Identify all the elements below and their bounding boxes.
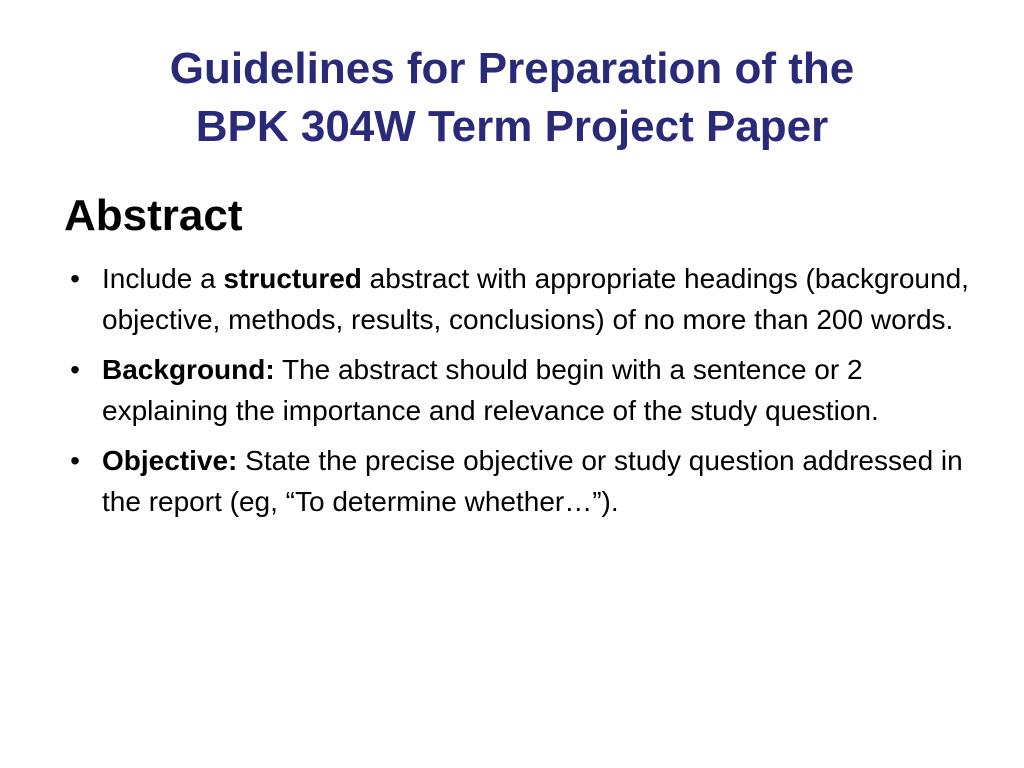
bullet-text-bold: Background:: [102, 354, 275, 385]
bullet-marker: •: [70, 263, 80, 294]
bullet-marker: •: [70, 354, 80, 385]
bullet-text-post: The abstract should begin with a sentence or 2 explaining the importance and relevance of the study question.: [102, 354, 879, 426]
bullet-text-bold: Objective:: [102, 445, 238, 476]
title-line-2: BPK 304W Term Project Paper: [195, 102, 829, 151]
slide-title: [0, 40, 1024, 156]
title-line-1: Guidelines for Preparation of the: [169, 44, 855, 93]
bullet-text-pre: Include a: [102, 263, 224, 294]
bullet-text-bold: structured: [223, 263, 362, 294]
section-heading: Abstract: [64, 191, 243, 240]
bullet-item: [60, 349, 980, 431]
bullet-text-post: abstract with appropriate headings (background, objective, methods, results, conclusions) of no more than 200 words.: [102, 263, 969, 335]
bullet-item: [60, 258, 980, 340]
bullet-text-post: State the precise objective or study question addressed in the report (eg, “To determine whether…”).: [102, 445, 963, 517]
bullet-marker: •: [70, 445, 80, 476]
bullet-item: [60, 440, 980, 522]
bullet-list: [60, 258, 980, 531]
